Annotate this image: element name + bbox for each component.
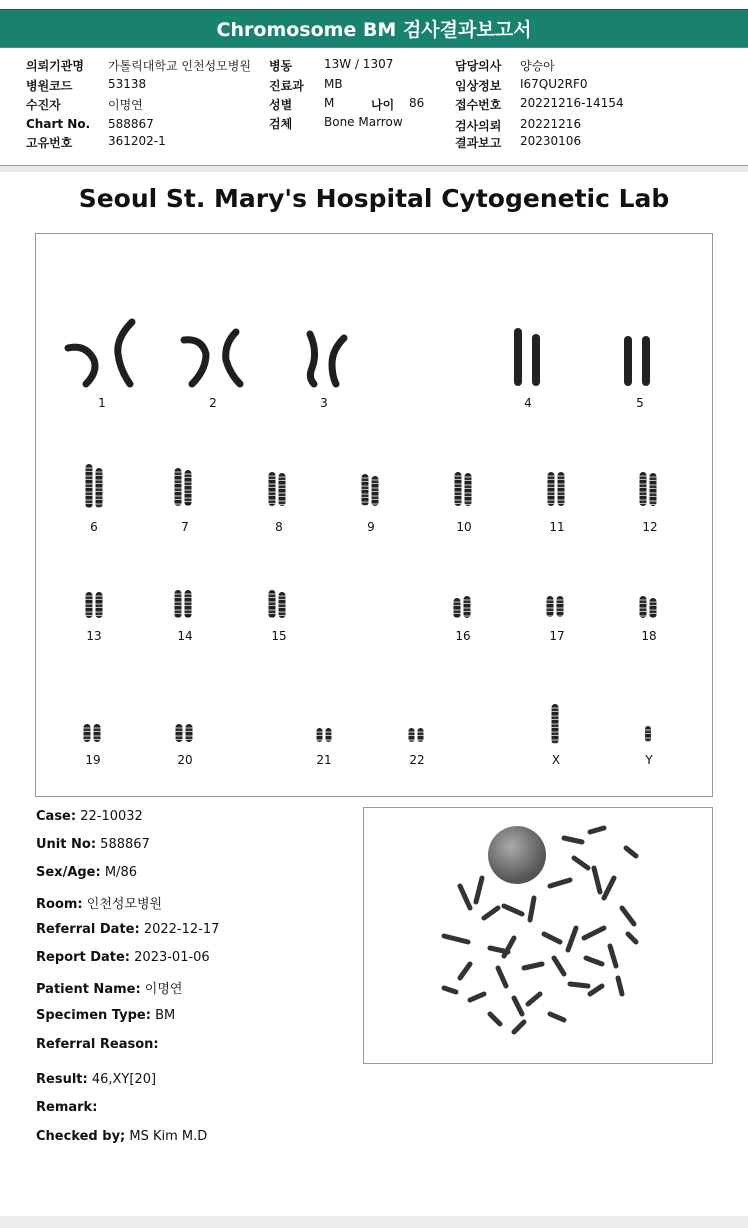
ward-value: 13W / 1307 xyxy=(324,57,394,71)
age-label: 나이 xyxy=(371,98,395,112)
karyotype-label: 19 xyxy=(85,753,101,767)
chromosome-pair-21 xyxy=(317,728,332,742)
karyotype-chromosomes xyxy=(36,234,712,796)
sex-label: 성별 xyxy=(269,98,293,112)
unique-value: 361202-1 xyxy=(108,134,166,148)
report-date-label: Report Date: xyxy=(36,950,131,965)
chromosome-pair-4 xyxy=(514,328,540,386)
karyotype-label: 5 xyxy=(636,396,644,410)
karyotype-label: 4 xyxy=(524,396,532,410)
referral-reason-row xyxy=(36,1037,159,1052)
header-divider-top xyxy=(0,47,748,48)
chromosome-pair-8 xyxy=(269,472,286,506)
karyotype-label: 13 xyxy=(86,629,102,643)
sexage-value: M/86 xyxy=(104,865,137,880)
specimen-type-row xyxy=(36,1008,175,1023)
checked-value: MS Kim M.D xyxy=(129,1129,208,1144)
header-hospital-code-row xyxy=(26,77,147,94)
report-label: 결과보고 xyxy=(455,136,502,150)
chromosome-pair-7 xyxy=(175,468,192,506)
header-ward-row xyxy=(269,57,394,74)
result-row xyxy=(36,1072,156,1087)
chromosome-pair-9 xyxy=(362,474,379,506)
header-chart-row xyxy=(26,117,154,131)
header-sex-row xyxy=(269,96,425,113)
referral-date-label: Referral Date: xyxy=(36,922,140,937)
patient-name-row xyxy=(36,978,182,997)
karyotype-label: 8 xyxy=(275,520,283,534)
chart-label: Chart No. xyxy=(26,117,91,131)
karyotype-label: 2 xyxy=(209,396,217,410)
chromosome-pair-10 xyxy=(455,472,472,506)
karyotype-label: 20 xyxy=(177,753,193,767)
footer-bar xyxy=(0,1216,748,1228)
header-receipt-row xyxy=(455,96,624,113)
chromosome-pair-3 xyxy=(310,334,344,384)
karyotype-label: X xyxy=(551,753,561,767)
header-report-row xyxy=(455,134,582,151)
case-value: 22-10032 xyxy=(80,809,143,824)
chromosome-y xyxy=(645,726,651,742)
chromosome-pair-11 xyxy=(548,472,565,506)
header-unique-row xyxy=(26,134,166,151)
header-institution-row xyxy=(26,57,251,74)
institution-label: 의뢰기관명 xyxy=(26,59,84,73)
chromosome-pair-6 xyxy=(86,464,103,508)
checked-row xyxy=(36,1129,207,1144)
nucleus xyxy=(488,826,546,884)
dept-label: 진료과 xyxy=(269,79,304,93)
receipt-label: 접수번호 xyxy=(455,98,502,112)
unique-label: 고유번호 xyxy=(26,136,73,150)
karyotype-label: 6 xyxy=(90,520,98,534)
header-shadow xyxy=(0,166,748,172)
report-title-banner: Chromosome BM 검사결과보고서 xyxy=(0,9,748,48)
referral-date-row xyxy=(36,922,219,937)
chromosome-pair-12 xyxy=(640,472,657,506)
report-value: 20230106 xyxy=(520,134,582,148)
institution-value: 가톨릭대학교 인천성모병원 xyxy=(108,59,251,73)
case-label: Case: xyxy=(36,809,77,824)
unit-row xyxy=(36,837,150,852)
room-value: 인천성모병원 xyxy=(86,897,163,912)
case-row xyxy=(36,809,143,824)
karyotype-label: 16 xyxy=(455,629,471,643)
examinee-value: 이명연 xyxy=(108,98,143,112)
chromosome-pair-14 xyxy=(175,590,192,618)
report-date-row xyxy=(36,950,210,965)
header-examinee-row xyxy=(26,96,143,113)
chromosome-pair-13 xyxy=(86,592,103,618)
specimen-value: Bone Marrow xyxy=(324,115,403,129)
karyotype-label: 1 xyxy=(98,396,106,410)
result-label: Result: xyxy=(36,1072,88,1087)
specimen-type-value: BM xyxy=(155,1008,176,1023)
lab-title: Seoul St. Mary's Hospital Cytogenetic Lab xyxy=(78,184,670,213)
doctor-label: 담당의사 xyxy=(455,59,502,73)
room-row xyxy=(36,893,162,912)
hospital-code-label: 병원코드 xyxy=(26,79,73,93)
unit-label: Unit No: xyxy=(36,837,97,852)
doctor-value: 양승아 xyxy=(520,59,555,73)
remark-label: Remark: xyxy=(36,1100,98,1115)
referral-date-value: 2022-12-17 xyxy=(143,922,220,937)
specimen-type-label: Specimen Type: xyxy=(36,1008,151,1023)
chromosome-pair-5 xyxy=(624,336,650,386)
metaphase-image xyxy=(363,807,713,1064)
sex-value: M xyxy=(324,96,335,110)
examinee-label: 수진자 xyxy=(26,98,61,112)
receipt-value: 20221216-14154 xyxy=(520,96,624,110)
chromosome-pair-20 xyxy=(176,724,193,742)
age-value: 86 xyxy=(409,96,425,110)
karyotype-label: 7 xyxy=(181,520,189,534)
result-value: 46,XY[20] xyxy=(91,1072,157,1087)
chromosome-pair-17 xyxy=(547,596,564,617)
chart-value: 588867 xyxy=(108,117,154,131)
karyotype-label: 3 xyxy=(320,396,328,410)
sexage-row xyxy=(36,865,137,880)
unit-value: 588867 xyxy=(100,837,150,852)
header-request-row xyxy=(455,117,582,134)
hospital-code-value: 53138 xyxy=(108,77,147,91)
patient-name-label: Patient Name: xyxy=(36,982,141,997)
chromosome-pair-2 xyxy=(184,332,240,384)
patient-name-value: 이명연 xyxy=(144,982,183,997)
karyotype-label: 14 xyxy=(177,629,193,643)
karyotype-label: 10 xyxy=(456,520,472,534)
karyotype-label: 11 xyxy=(549,520,565,534)
request-value: 20221216 xyxy=(520,117,582,131)
karyotype-panel xyxy=(35,233,713,797)
dept-value: MB xyxy=(324,77,343,91)
karyotype-label: Y xyxy=(645,753,653,767)
header-clinical-row xyxy=(455,77,588,94)
checked-label: Checked by; xyxy=(36,1129,126,1144)
metaphase-spread xyxy=(364,808,712,1063)
specimen-label: 검체 xyxy=(269,117,293,131)
karyotype-label: 22 xyxy=(409,753,425,767)
chromosome-pair-16 xyxy=(454,596,471,618)
report-date-value: 2023-01-06 xyxy=(134,950,210,965)
clinical-label: 임상정보 xyxy=(455,79,502,93)
chromosome-pair-22 xyxy=(409,728,424,742)
remark-row xyxy=(36,1100,97,1115)
clinical-value: I67QU2RF0 xyxy=(520,77,588,91)
header-specimen-row xyxy=(269,115,403,132)
karyotype-label: 17 xyxy=(549,629,565,643)
header-dept-row xyxy=(269,77,343,94)
room-label: Room: xyxy=(36,897,83,912)
referral-reason-label: Referral Reason: xyxy=(36,1037,159,1052)
chromosome-pair-15 xyxy=(269,590,286,618)
karyotype-label: 12 xyxy=(642,520,658,534)
ward-label: 병동 xyxy=(269,59,293,73)
karyotype-label: 15 xyxy=(271,629,287,643)
karyotype-label: 9 xyxy=(367,520,375,534)
sexage-label: Sex/Age: xyxy=(36,865,101,880)
karyotype-label: 21 xyxy=(316,753,332,767)
header-doctor-row xyxy=(455,57,555,74)
chromosome-pair-18 xyxy=(640,596,657,618)
request-label: 검사의뢰 xyxy=(455,119,502,133)
chromosome-x xyxy=(552,704,559,744)
chromosome-pair-19 xyxy=(84,724,101,742)
chromosome-pair-1 xyxy=(68,322,132,384)
karyotype-label: 18 xyxy=(641,629,657,643)
